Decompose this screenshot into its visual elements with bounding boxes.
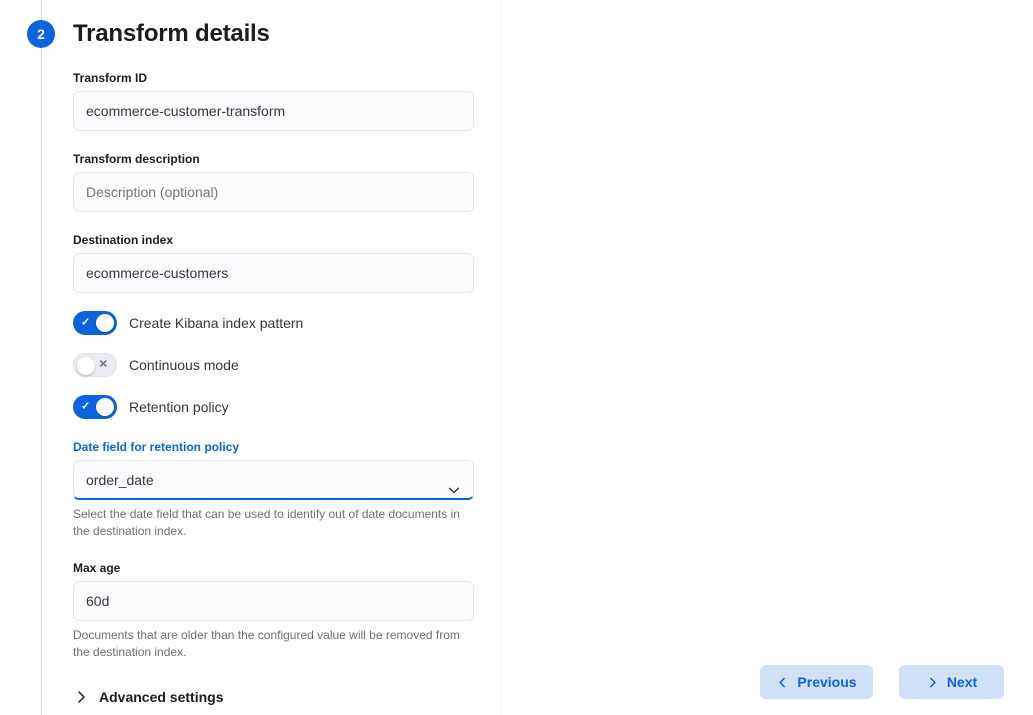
advanced-settings-label: Advanced settings: [99, 689, 224, 705]
wizard-footer: [760, 665, 1004, 699]
transform-id-input[interactable]: [73, 91, 474, 131]
next-button-label: Next: [946, 674, 978, 690]
chevron-left-icon: [776, 676, 789, 689]
form-content: [73, 0, 503, 705]
toggle-check-icon: ✓: [81, 400, 91, 413]
chevron-right-icon: [73, 689, 89, 705]
destination-index-field-block: [73, 232, 503, 293]
max-age-helper-text: Documents that are older than the configured value will be removed from the destination index.: [73, 628, 460, 659]
create-kibana-index-pattern-row[interactable]: [73, 311, 503, 335]
toggle-check-icon: ✓: [81, 316, 91, 329]
max-age-input[interactable]: [73, 581, 474, 621]
retention-policy-row[interactable]: [73, 395, 503, 419]
chevron-down-icon: [447, 473, 461, 487]
date-field-value: order_date: [86, 472, 154, 488]
transform-description-field-block: [73, 151, 503, 212]
transform-description-label: Transform description: [73, 152, 200, 166]
destination-index-input[interactable]: [73, 253, 474, 293]
date-field-helper-text: Select the date field that can be used to identify out of date documents in the destination index.: [73, 507, 460, 538]
transform-id-field-block: [73, 70, 503, 131]
step-number-badge: 2: [27, 20, 55, 48]
destination-index-label: Destination index: [73, 233, 174, 247]
toggle-knob: [96, 314, 114, 332]
date-field-select[interactable]: [73, 460, 474, 500]
advanced-settings-accordion[interactable]: [73, 689, 503, 705]
create-kibana-index-pattern-toggle[interactable]: [73, 311, 117, 335]
toggle-knob: [77, 357, 95, 375]
toggle-knob: [96, 398, 114, 416]
max-age-label: Max age: [73, 561, 121, 575]
max-age-field-block: [73, 560, 503, 661]
continuous-mode-row[interactable]: [73, 353, 503, 377]
retention-policy-toggle[interactable]: [73, 395, 117, 419]
previous-button-label: Previous: [797, 674, 857, 690]
right-empty-panel: [500, 0, 1033, 715]
transform-id-label: Transform ID: [73, 71, 148, 85]
continuous-mode-toggle[interactable]: [73, 353, 117, 377]
date-field-label: Date field for retention policy: [73, 440, 240, 454]
create-kibana-index-pattern-label: Create Kibana index pattern: [129, 315, 304, 331]
continuous-mode-label: Continuous mode: [129, 357, 239, 373]
wizard-step-rail: [41, 0, 42, 715]
chevron-right-icon: [926, 676, 939, 689]
transform-description-input[interactable]: [73, 172, 474, 212]
retention-policy-label: Retention policy: [129, 399, 229, 415]
previous-button[interactable]: [760, 665, 873, 699]
date-field-block: [73, 439, 503, 540]
page-title: Transform details: [73, 20, 270, 47]
next-button[interactable]: [899, 665, 1004, 699]
toggle-cross-icon: ✕: [98, 358, 108, 371]
